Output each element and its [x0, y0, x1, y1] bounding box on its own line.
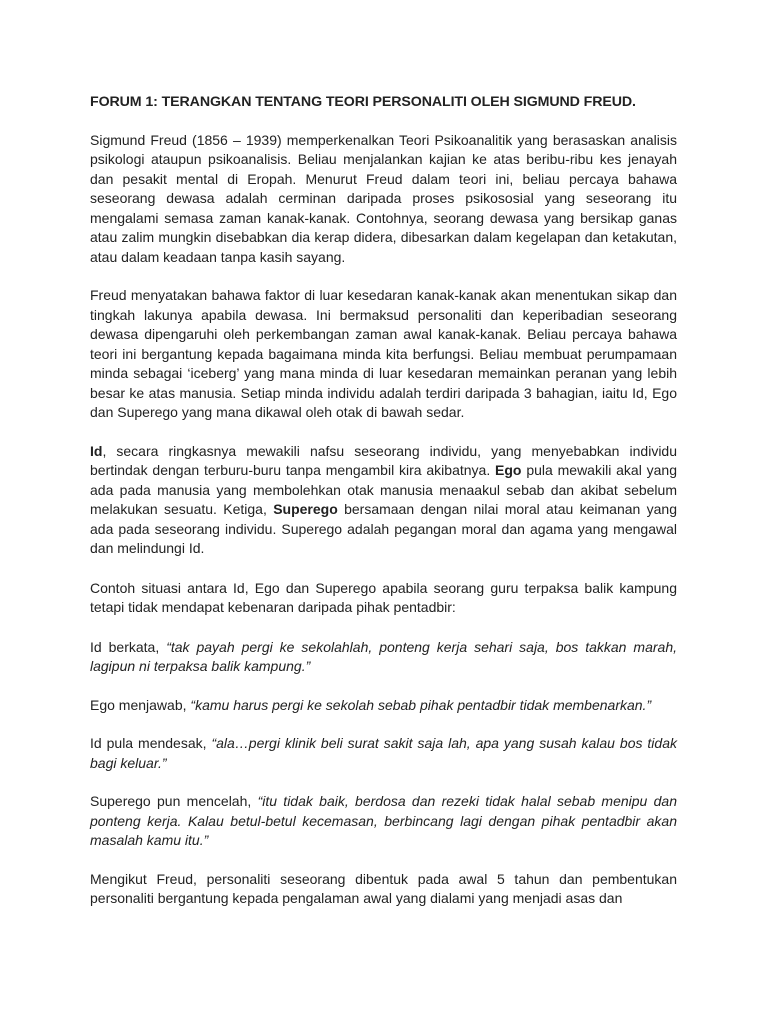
term-id: Id: [90, 442, 103, 459]
superego-interjects-quote: “itu tidak baik, berdosa dan rezeki tidak halal sebab menipu dan ponteng kerja. Kalau betul-betul kecemasan, berbincang lagi dengan pihak pentadbir akan masalah kamu itu.”: [90, 793, 677, 848]
id-says-quote: “tak payah pergi ke sekolahlah, ponteng kerja sehari saja, bos takkan marah, lagipun ni terpaksa balik kampung.”: [90, 638, 678, 674]
document-body: [90, 93, 677, 928]
paragraph-superego-interjects: [90, 792, 677, 851]
paragraph-id-says: [90, 638, 677, 677]
term-ego: Ego: [495, 462, 522, 478]
paragraph-conclusion: Mengikut Freud, personaliti seseorang dibentuk pada awal 5 tahun dan pembentukan personaliti bergantung kepada pengalaman awal yang dialami yang menjadi asas dan: [90, 870, 677, 906]
paragraph-intro: Sigmund Freud (1856 – 1939) memperkenalkan Teori Psikoanalitik yang berasaskan analisis psikologi ataupun psikoanalisis. Beliau menjalankan kajian ke atas beribu-ribu kes jenayah dan pesakit mental di Eropah. Menurut Freud dalam teori ini, beliau percaya bahawa seseorang dewasa adalah cerminan daripada proses psikososial yang seseorang itu mengalami semasa zaman kanak-kanak. Contohnya, seorang dewasa yang bersikap ganas atau zalim mungkin disebabkan dia kerap didera, dibesarkan dalam kegelapan dan ketakutan, atau dalam keadaan tanpa kasih sayang.: [90, 131, 677, 265]
id-says-lead: Id berkata,: [90, 638, 167, 655]
id-description: , secara ringkasnya mewakili nafsu seseorang individu, yang menyebabkan individu bertindak dengan terburu-buru tanpa mengambil kira akibatnya.: [90, 442, 677, 478]
superego-interjects-lead: Superego pun mencelah,: [90, 793, 258, 809]
ego-answers-lead: Ego menjawab,: [90, 696, 191, 713]
paragraph-freud-theory: Freud menyatakan bahawa faktor di luar kesedaran kanak-kanak akan menentukan sikap dan tingkah lakunya apabila dewasa. Ini bermaksud personaliti dan keperibadian seseorang dewasa dipengaruhi oleh perkembangan zaman awal kanak-kanak. Beliau percaya bahawa teori ini bergantung kepada bagaimana minda kita berfungsi. Beliau membuat perumpamaan minda sebagai ‘iceberg’ yang mana minda di luar kesedaran memainkan peranan yang lebih besar ke atas manusia. Setiap minda individu adalah terdiri daripada 3 bahagian, iaitu Id, Ego dan Superego yang mana dikawal oleh otak di bawah sedar.: [90, 287, 677, 420]
paragraph-ego-answers: [90, 696, 677, 716]
ego-answers-quote: “kamu harus pergi ke sekolah sebab pihak pentadbir tidak membenarkan.”: [190, 696, 652, 713]
paragraph-id-ego-superego: [90, 442, 677, 559]
document-title: FORUM 1: TERANGKAN TENTANG TEORI PERSONALITI OLEH SIGMUND FREUD.: [90, 94, 636, 110]
paragraph-example-intro: Contoh situasi antara Id, Ego dan Superego apabila seorang guru terpaksa balik kampung tetapi tidak mendapat kebenaran daripada pihak pentadbir:: [90, 579, 677, 615]
superego-description: bersamaan dengan nilai moral atau keimanan yang ada pada seseorang individu. Superego adalah pegangan moral dan agama yang mengawal dan melindungi Id.: [90, 501, 677, 556]
id-insists-lead: Id pula mendesak,: [90, 735, 212, 751]
term-superego: Superego: [273, 501, 338, 517]
paragraph-id-insists: [90, 734, 677, 773]
id-insists-quote: “ala…pergi klinik beli surat sakit saja lah, apa yang susah kalau bos tidak bagi keluar.”: [90, 735, 677, 771]
ego-description: pula mewakili akal yang ada pada manusia yang membolehkan otak manusia menaakul sebab dan akibat sebelum melakukan sesuatu. Ketiga,: [90, 462, 677, 517]
